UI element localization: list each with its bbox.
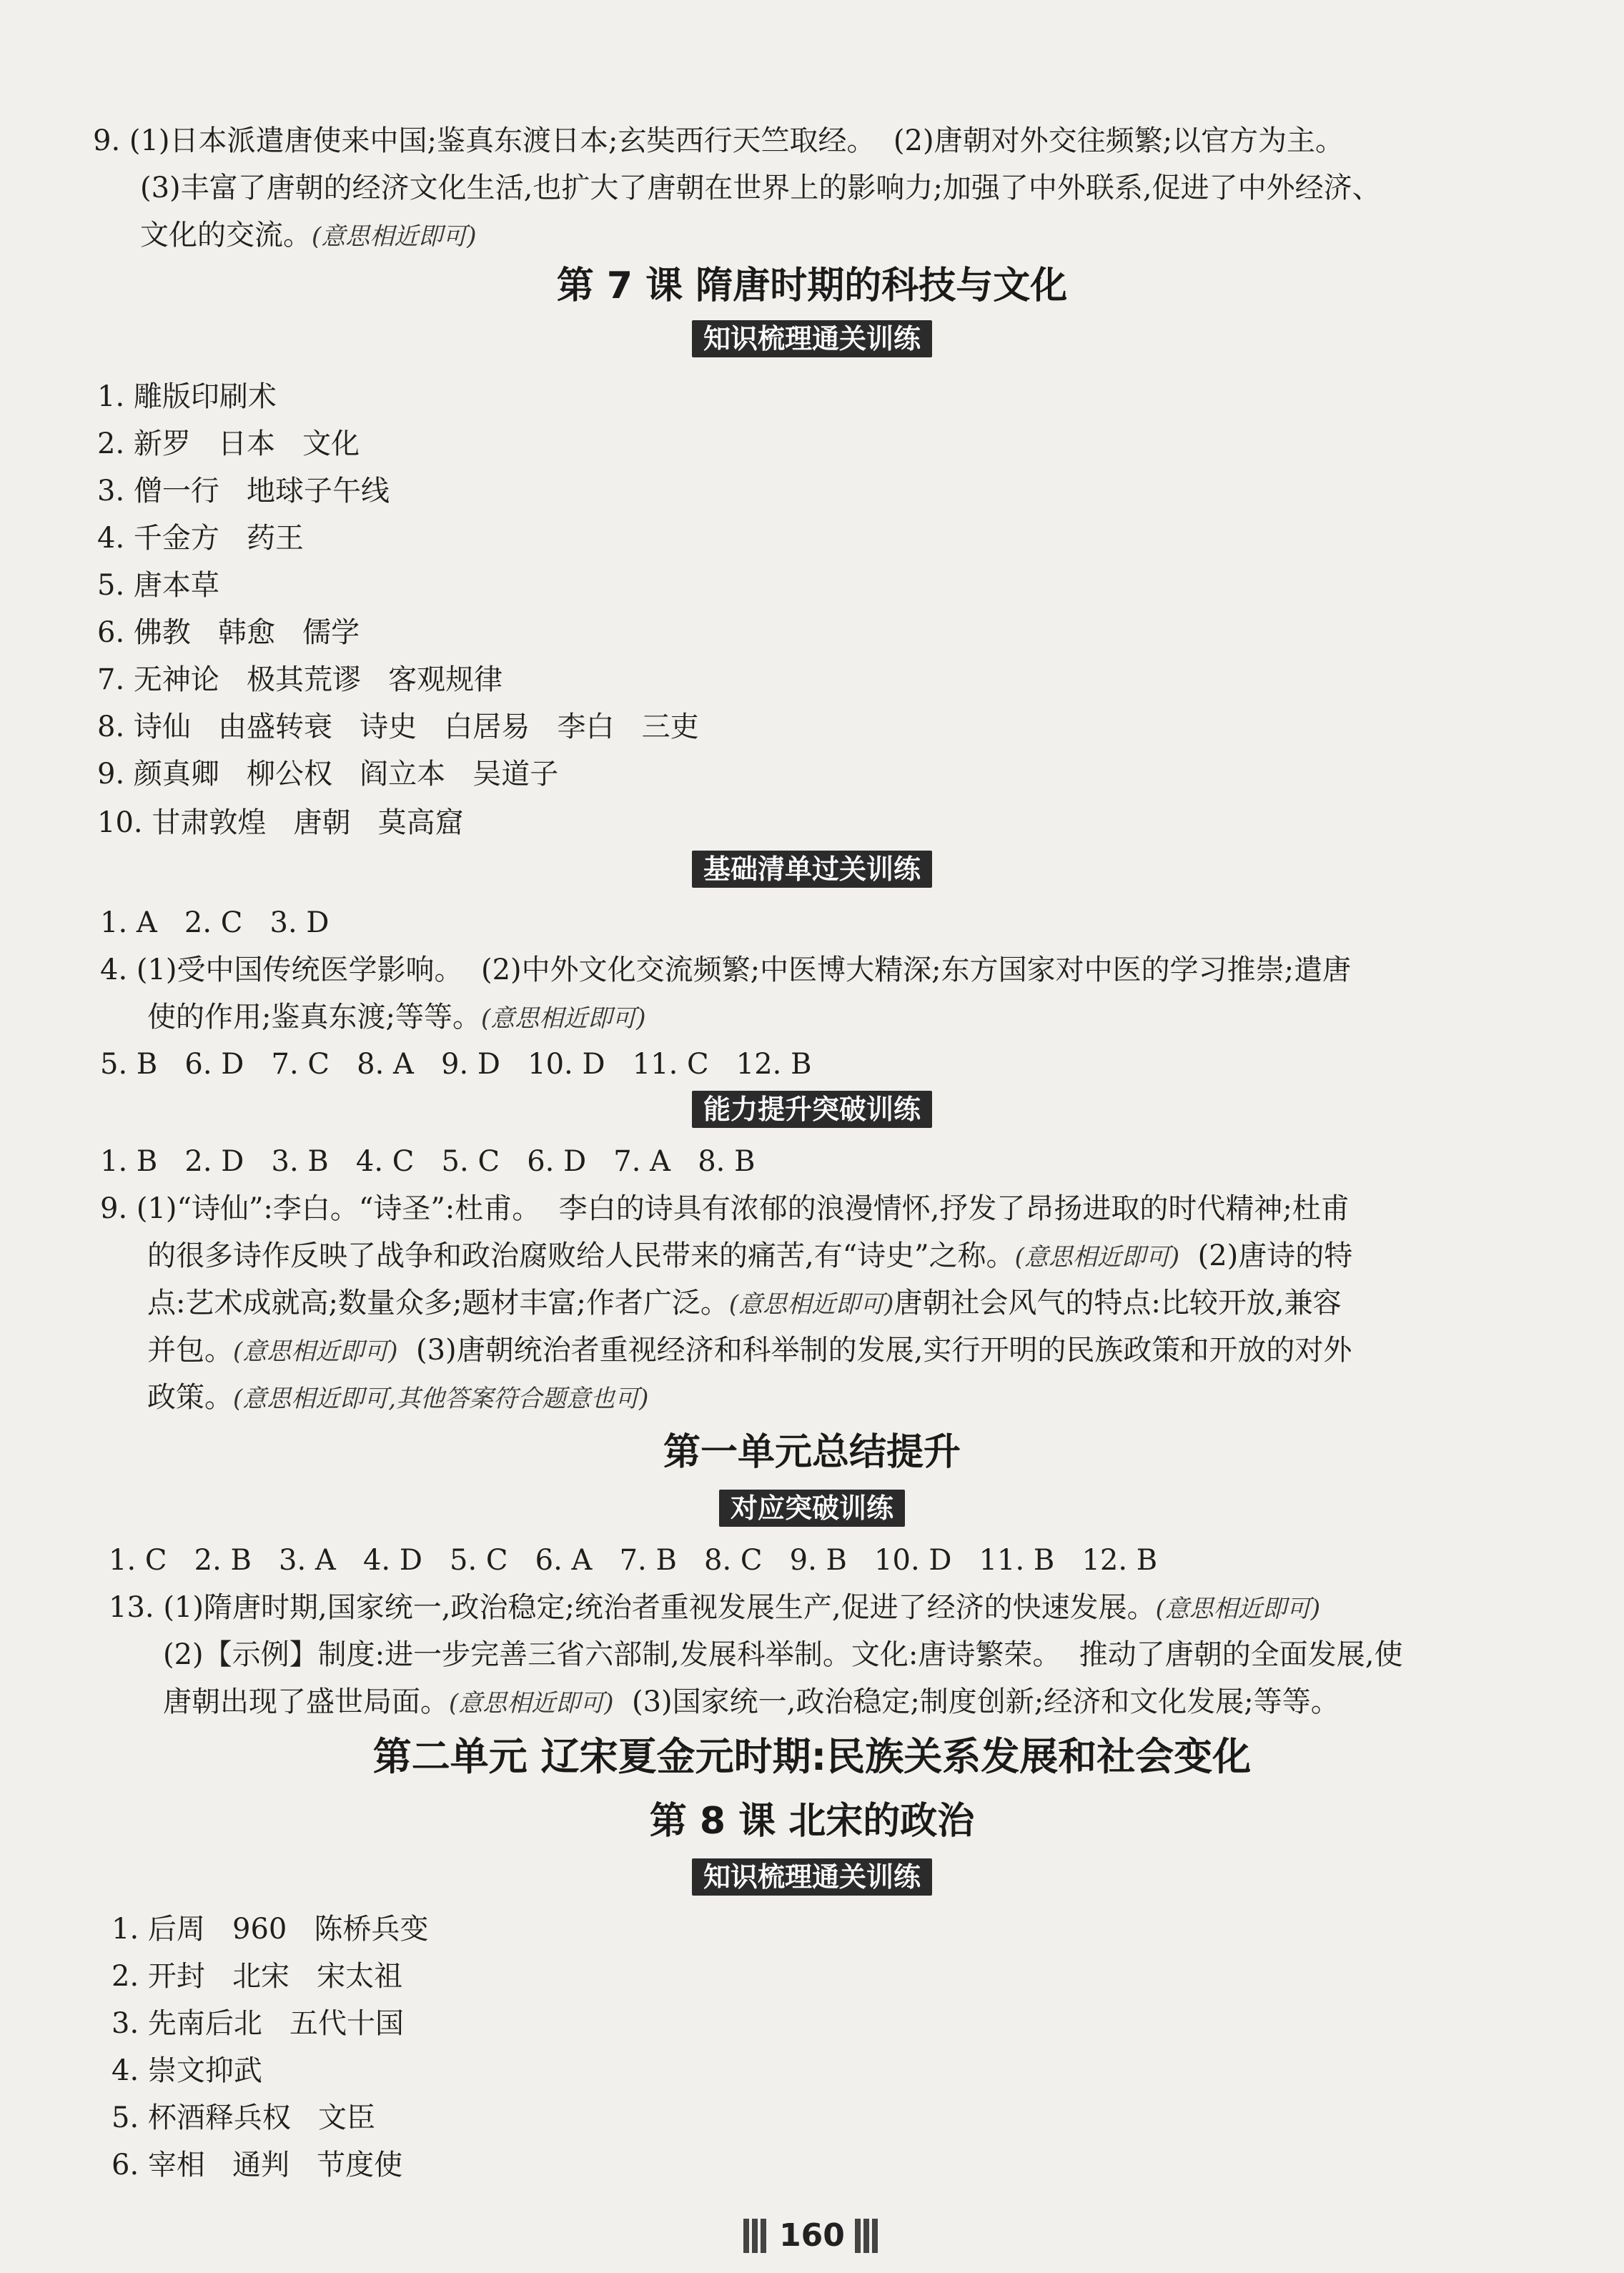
answer-line <box>0 1138 1624 1185</box>
answer-text: 13. (1)隋唐时期,国家统一,政治稳定;统治者重视发展生产,促进了经济的快速发展。 <box>109 1591 1156 1624</box>
answer-line <box>0 1185 1624 1232</box>
answer-note: (意思相近即可) <box>728 1290 894 1319</box>
answer-line <box>0 1631 1624 1678</box>
answer-text: 9. (1)日本派遣唐使来中国;鉴真东渡日本;玄奘西行天竺取经。 (2)唐朝对外交往频繁;以官方为主。 <box>93 124 1345 157</box>
answer-line <box>0 212 1624 259</box>
list-item <box>0 609 1624 656</box>
list-item <box>0 515 1624 562</box>
answer-text: 1. B 2. D 3. B 4. C 5. C 6. D 7. A 8. B <box>100 1145 756 1178</box>
section-label: 基础清单过关训练 <box>692 851 932 888</box>
item-text: 9. 颜真卿 柳公权 阎立本 吴道子 <box>97 758 559 791</box>
answer-text: 使的作用;鉴真东渡;等等。 <box>147 1001 481 1034</box>
answer-text: 1. A 2. C 3. D <box>100 906 330 939</box>
item-text: 4. 崇文抑武 <box>112 2054 262 2087</box>
list-item <box>0 1953 1624 2000</box>
list-item <box>0 562 1624 609</box>
list-item <box>0 2141 1624 2189</box>
list-item <box>0 2047 1624 2094</box>
answer-text: 并包。 <box>147 1334 233 1367</box>
answer-text: (3)丰富了唐朝的经济文化生活,也扩大了唐朝在世界上的影响力;加强了中外联系,促进了中外经济、 <box>140 172 1381 204</box>
item-text: 4. 千金方 药王 <box>97 522 304 555</box>
list-item <box>0 656 1624 703</box>
answer-line <box>0 117 1624 164</box>
answer-note: (意思相近即可) <box>1155 1595 1321 1623</box>
section-label: 能力提升突破训练 <box>692 1091 932 1128</box>
answer-text: 4. (1)受中国传统医学影响。 (2)中外文化交流频繁;中医博大精深;东方国家对中医的学习推崇;遣唐 <box>100 954 1352 986</box>
answer-text: 1. C 2. B 3. A 4. D 5. C 6. A 7. B 8. C 9. B 10. D 11. B 12. B <box>109 1544 1158 1577</box>
lesson-title: 第 8 课 北宋的政治 <box>649 1800 975 1843</box>
answer-text: 9. (1)“诗仙”:李白。“诗圣”:杜甫。 李白的诗具有浓郁的浪漫情怀,抒发了昂扬进取的时代精神;杜甫 <box>100 1192 1350 1225</box>
answer-note: (意思相近即可) <box>1014 1243 1180 1272</box>
page-number-decoration <box>855 2219 898 2253</box>
item-text: 3. 先南后北 五代十国 <box>112 2007 405 2040</box>
answer-text: 文化的交流。 <box>140 219 312 252</box>
answer-line <box>0 1537 1624 1584</box>
list-item <box>0 799 1624 846</box>
item-text: 6. 佛教 韩愈 儒学 <box>97 616 360 649</box>
answer-text: 点:艺术成就高;数量众多;题材丰富;作者广泛。 <box>147 1287 729 1319</box>
answer-line <box>0 1374 1624 1421</box>
answer-text: (3)国家统一,政治稳定;制度创新;经济和文化发展;等等。 <box>613 1685 1340 1718</box>
answer-note: (意思相近即可) <box>233 1337 398 1366</box>
section-label: 知识梳理通关训练 <box>692 1858 932 1896</box>
list-item <box>0 2094 1624 2141</box>
answer-text: 5. B 6. D 7. C 8. A 9. D 10. D 11. C 12. B <box>100 1048 812 1081</box>
list-item <box>0 2000 1624 2047</box>
answer-line <box>0 899 1624 946</box>
item-text: 1. 雕版印刷术 <box>97 380 277 413</box>
answer-text: 的很多诗作反映了战争和政治腐败给人民带来的痛苦,有“诗史”之称。 <box>147 1239 1015 1272</box>
item-text: 5. 杯酒释兵权 文臣 <box>112 2101 376 2134</box>
item-text: 1. 后周 960 陈桥兵变 <box>112 1913 429 1946</box>
answer-line <box>0 946 1624 994</box>
item-text: 3. 僧一行 地球子午线 <box>97 475 390 507</box>
section-label: 知识梳理通关训练 <box>692 320 932 357</box>
item-text: 2. 开封 北宋 宋太祖 <box>112 1960 403 1993</box>
item-text: 7. 无神论 极其荒谬 客观规律 <box>97 663 503 696</box>
list-item <box>0 467 1624 515</box>
item-text: 10. 甘肃敦煌 唐朝 莫高窟 <box>97 806 464 839</box>
answer-line <box>0 1327 1624 1374</box>
answer-text: (2)【示例】制度:进一步完善三省六部制,发展科举制。文化:唐诗繁荣。 推动了唐朝的全面发展,使 <box>163 1638 1403 1671</box>
item-text: 5. 唐本草 <box>97 569 219 602</box>
answer-text: 唐朝出现了盛世局面。 <box>163 1685 449 1718</box>
answer-text: 唐朝社会风气的特点:比较开放,兼容 <box>893 1287 1342 1319</box>
answer-note: (意思相近即可) <box>312 222 477 251</box>
list-item <box>0 373 1624 420</box>
list-item <box>0 751 1624 798</box>
lesson-title: 第 7 课 隋唐时期的科技与文化 <box>556 264 1068 307</box>
answer-line <box>0 1584 1624 1631</box>
answer-line <box>0 1232 1624 1279</box>
list-item <box>0 1906 1624 1953</box>
answer-line <box>0 1678 1624 1725</box>
unit-title: 第二单元 辽宋夏金元时期:民族关系发展和社会变化 <box>372 1734 1252 1779</box>
answer-line <box>0 1041 1624 1088</box>
answer-text: 政策。 <box>147 1381 233 1414</box>
item-text: 6. 宰相 通判 节度使 <box>112 2149 403 2182</box>
answer-line <box>0 1279 1624 1327</box>
answer-note: (意思相近即可) <box>480 1004 646 1033</box>
answer-text: (3)唐朝统治者重视经济和科举制的发展,实行开明的民族政策和开放的对外 <box>397 1334 1352 1367</box>
item-text: 2. 新罗 日本 文化 <box>97 427 360 460</box>
list-item <box>0 703 1624 751</box>
section-label: 对应突破训练 <box>719 1490 905 1527</box>
answer-text: (2)唐诗的特 <box>1179 1239 1353 1272</box>
unit-summary-title: 第一单元总结提升 <box>663 1431 961 1474</box>
answer-line <box>0 994 1624 1041</box>
answer-line <box>0 164 1624 212</box>
list-item <box>0 420 1624 467</box>
item-text: 8. 诗仙 由盛转衰 诗史 白居易 李白 三吏 <box>97 710 699 743</box>
answer-note: (意思相近即可) <box>449 1689 614 1718</box>
answer-note: (意思相近即可,其他答案符合题意也可) <box>233 1385 649 1413</box>
page-number: 160 <box>779 2217 845 2254</box>
